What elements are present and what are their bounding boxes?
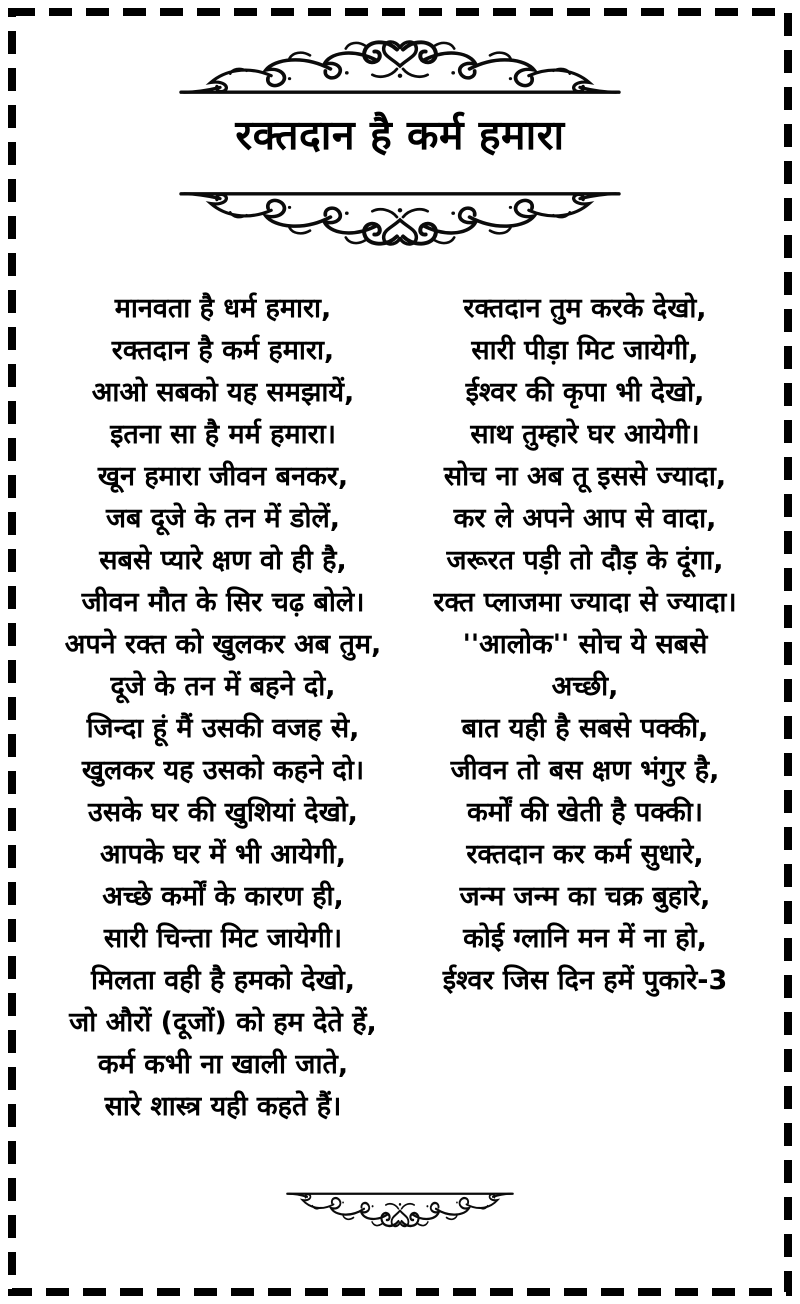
poem-line: जीवन मौत के सिर चढ़ बोले। [81, 587, 365, 618]
floral-flourish-top-icon [175, 36, 625, 98]
poem-line: मिलता वही है हमको देखो, [91, 965, 355, 996]
poem-line: आपके घर में भी आयेगी, [99, 839, 347, 870]
page-title: रक्तदान है कर्म हमारा [235, 111, 565, 159]
poem-line: कोई ग्लानि मन में ना हो, [463, 923, 707, 954]
poem-line: सारे शास्त्र यही कहते हैं। [104, 1091, 342, 1122]
poem-line: अपने रक्त को खुलकर अब तुम, [64, 629, 382, 660]
poem-line: सबसे प्यारे क्षण वो ही है, [99, 545, 347, 576]
poem-line: ईश्वर जिस दिन हमें पुकारे-3 [442, 965, 728, 996]
poem-line: जन्म जन्म का चक्र बुहारे, [459, 881, 711, 912]
poem-line: खुलकर यह उसको कहने दो। [81, 755, 365, 786]
poem-line: साथ तुम्हारे घर आयेगी। [470, 419, 700, 450]
poem-column-right [404, 288, 766, 1128]
poem-line: रक्तदान कर कर्म सुधारे, [466, 839, 704, 870]
floral-flourish-below-title-icon [175, 188, 625, 250]
poem-line: जब दूजे के तन में डोलें, [105, 503, 341, 534]
poem-line: कर्मों की खेती है पक्की। [466, 797, 704, 828]
poem-line: ईश्वर की कृपा भी देखो, [465, 377, 705, 408]
poem-column-left [42, 288, 404, 1128]
poem-line: अच्छे कर्मों के कारण ही, [102, 881, 344, 912]
poem-line: जीवन तो बस क्षण भंगुर है, [450, 755, 720, 786]
poem-line: कर ले अपने आप से वादा, [453, 503, 717, 534]
poem-line: रक्तदान तुम करके देखो, [463, 293, 707, 324]
poem-line: जिन्दा हूं मैं उसकी वजह से, [86, 713, 360, 744]
poem-line: इतना सा है मर्म हमारा। [110, 419, 336, 450]
poem-line: मानवता है धर्म हमारा, [114, 293, 332, 324]
poem-line: सारी पीड़ा मिट जायेगी, [471, 335, 699, 366]
poem-line: रक्तदान है कर्म हमारा, [111, 335, 335, 366]
floral-flourish-footer-icon [284, 1190, 516, 1230]
poem-line: सोच ना अब तू इससे ज्यादा, [443, 461, 727, 492]
poem-line: रक्त प्लाजमा ज्यादा से ज्यादा। [433, 587, 737, 618]
poem-line: खून हमारा जीवन बनकर, [97, 461, 349, 492]
poem-line: जो औरों (दूजों) को हम देते हें, [69, 1007, 377, 1038]
poem-line: ''आलोक'' सोच ये सबसे [462, 629, 708, 660]
poem-line: बात यही है सबसे पक्की, [461, 713, 709, 744]
poem-line: जरूरत पड़ी तो दौड़ के दूंगा, [446, 545, 724, 576]
poem-body [42, 288, 766, 1128]
poem-line: उसके घर की खुशियां देखो, [88, 797, 358, 828]
poem-line: कर्म कभी ना खाली जाते, [97, 1049, 349, 1080]
poem-line: दूजे के तन में बहने दो, [110, 671, 336, 702]
poem-line: आओ सबको यह समझायें, [91, 377, 355, 408]
poem-line: अच्छी, [551, 671, 619, 702]
poem-line: सारी चिन्ता मिट जायेगी। [103, 923, 343, 954]
